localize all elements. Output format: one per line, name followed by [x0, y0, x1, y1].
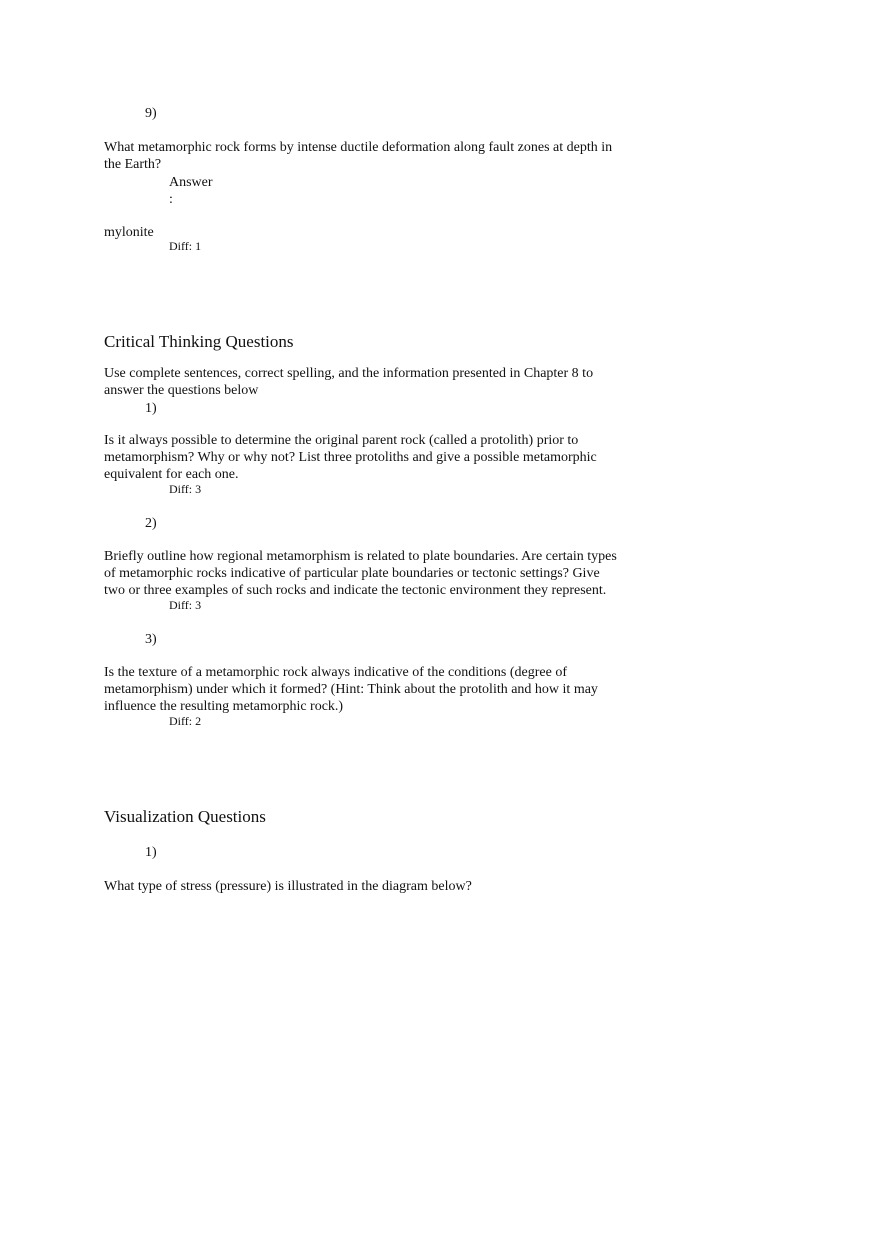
question-number: 1)	[145, 401, 157, 416]
question-line: equivalent for each one.	[104, 467, 239, 482]
question-line: metamorphism? Why or why not? List three protoliths and give a possible metamorphic	[104, 450, 597, 465]
question-number: 2)	[145, 516, 157, 531]
question-line: the Earth?	[104, 157, 162, 172]
question-line: of metamorphic rocks indicative of particular plate boundaries or tectonic settings? Give	[104, 566, 600, 581]
question-text	[104, 139, 612, 173]
instructions-line: answer the questions below	[104, 383, 259, 398]
difficulty-label: Diff: 3	[169, 598, 202, 612]
answer-colon: :	[169, 192, 173, 207]
question-line: metamorphism) under which it formed? (Hint: Think about the protolith and how it may	[104, 682, 598, 697]
question-line: Is the texture of a metamorphic rock always indicative of the conditions (degree of	[104, 665, 567, 680]
difficulty-label: Diff: 3	[169, 482, 202, 496]
question-line: two or three examples of such rocks and indicate the tectonic environment they represent.	[104, 583, 607, 598]
instructions-line: Use complete sentences, correct spelling, and the information presented in Chapter 8 to	[104, 366, 594, 381]
question-text	[104, 664, 598, 715]
question-line: Briefly outline how regional metamorphism is related to plate boundaries. Are certain types	[104, 549, 617, 564]
section-instructions	[104, 365, 593, 399]
difficulty-label: Diff: 1	[169, 239, 202, 253]
question-number: 9)	[145, 106, 157, 121]
section-heading-visualization: Visualization Questions	[104, 807, 266, 826]
question-text	[104, 548, 617, 599]
difficulty-label: Diff: 2	[169, 714, 202, 728]
answer-label: Answer	[169, 175, 213, 190]
question-text	[104, 432, 597, 483]
question-line: Is it always possible to determine the original parent rock (called a protolith) prior to	[104, 433, 579, 448]
question-line: influence the resulting metamorphic rock.)	[104, 699, 344, 714]
answer-text: mylonite	[104, 225, 154, 240]
question-text: What type of stress (pressure) is illustrated in the diagram below?	[104, 879, 472, 894]
question-number: 3)	[145, 632, 157, 647]
section-heading-critical-thinking: Critical Thinking Questions	[104, 332, 294, 351]
question-line: What metamorphic rock forms by intense ductile deformation along fault zones at depth in	[104, 140, 613, 155]
question-number: 1)	[145, 845, 157, 860]
